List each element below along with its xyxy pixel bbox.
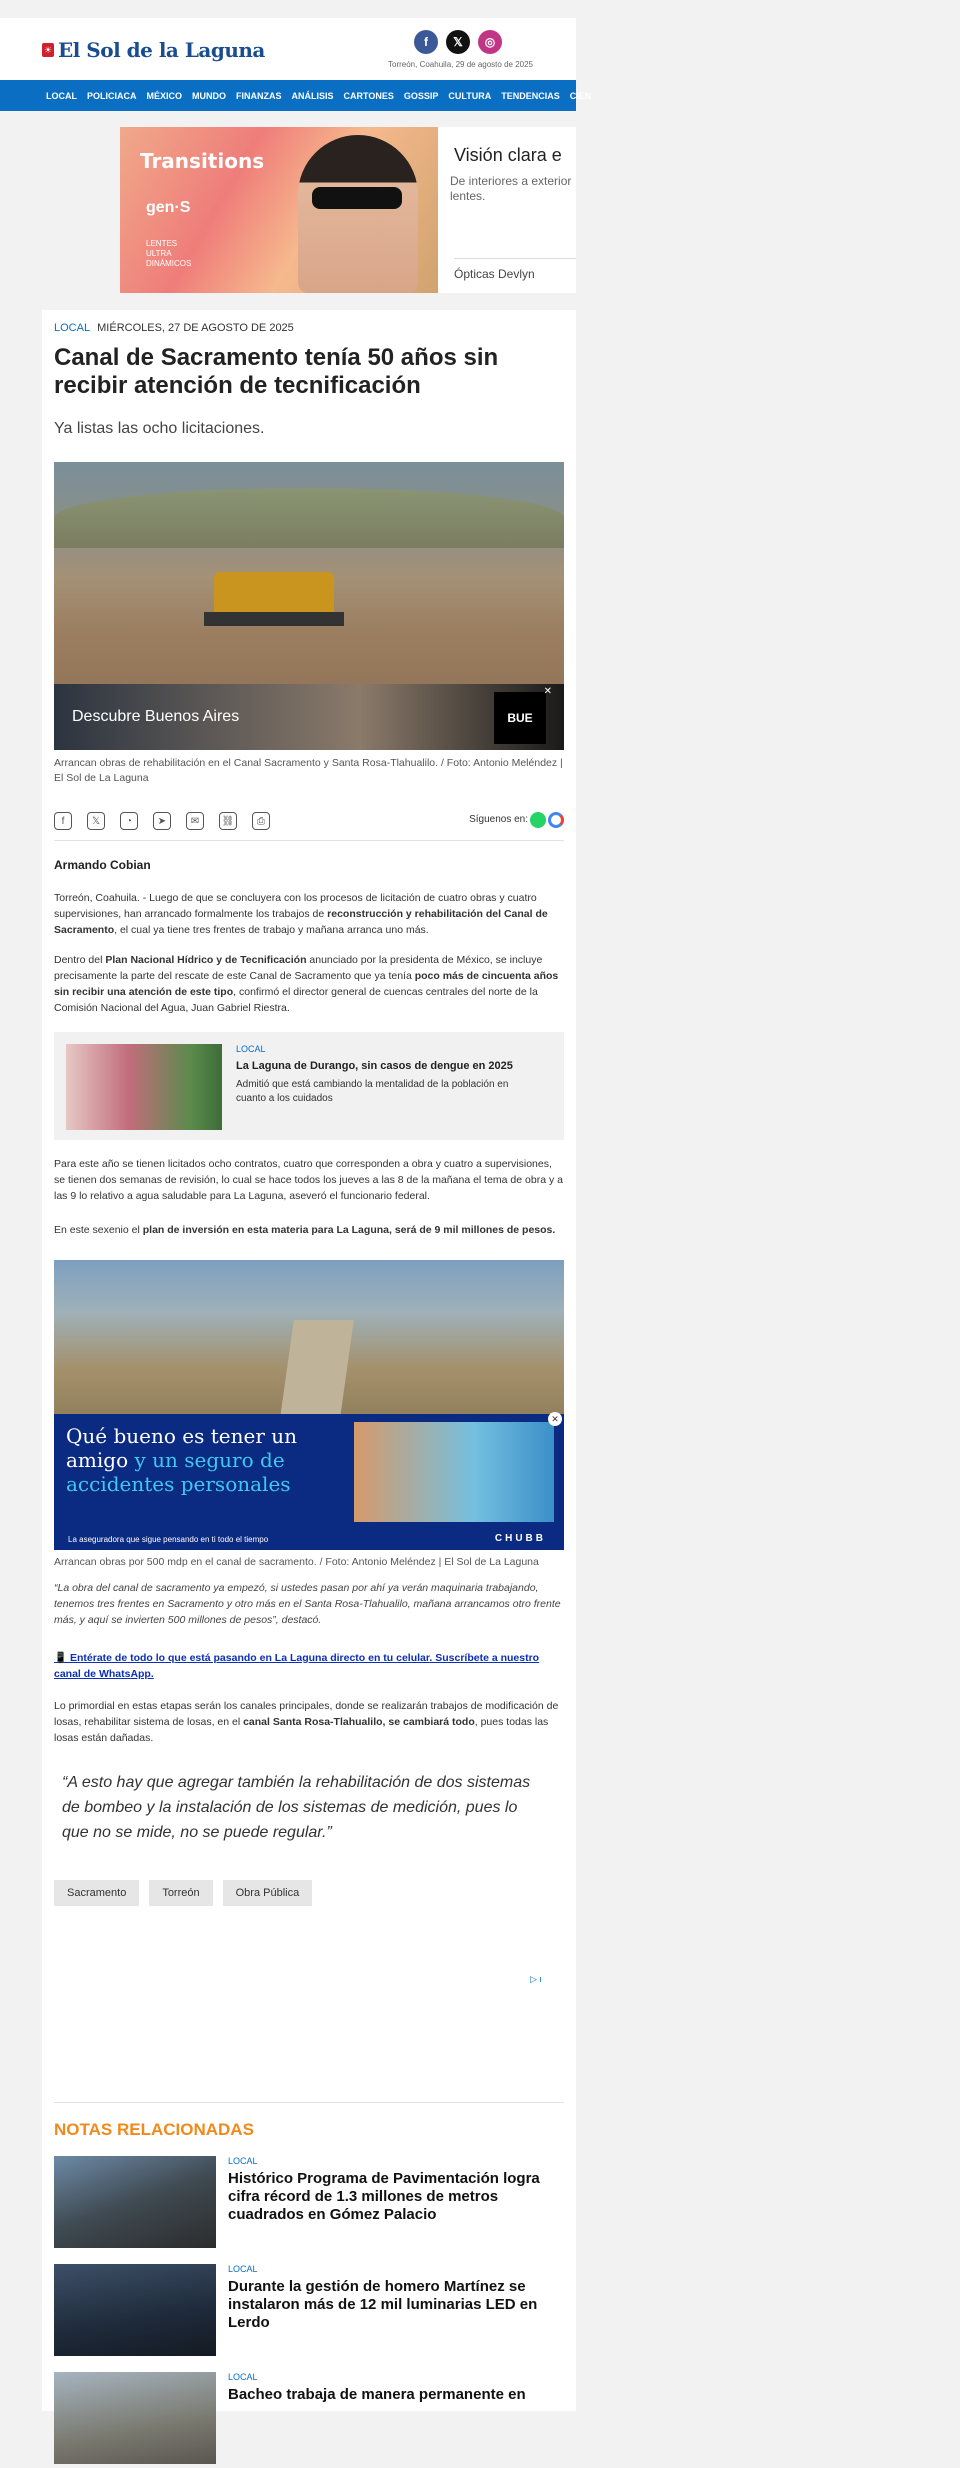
- related-card-desc: Admitió que está cambiando la mentalidad de la población en cuanto a los cuidados: [236, 1079, 509, 1104]
- related-item-category: LOCAL: [228, 2156, 258, 2166]
- top-strip: [0, 0, 576, 18]
- whatsapp-follow-icon[interactable]: [530, 812, 546, 828]
- top-ad-area: [0, 111, 576, 287]
- nav-item-policiaca[interactable]: POLICIACA: [87, 90, 137, 101]
- divider: [54, 840, 564, 841]
- divider: [54, 2102, 564, 2103]
- x-icon[interactable]: 𝕏: [446, 30, 470, 54]
- nav-item-local[interactable]: LOCAL: [46, 90, 77, 101]
- social-links: [414, 30, 502, 54]
- related-item-category: LOCAL: [228, 2264, 258, 2274]
- nav-item-cien[interactable]: CIEN: [569, 90, 592, 101]
- article: [42, 310, 576, 2411]
- ad-body: De interiores a exterior lentes.: [450, 174, 572, 203]
- p2-text: Dentro del: [54, 954, 106, 966]
- ad-advertiser: Ópticas Devlyn: [454, 267, 535, 281]
- insurance-ad-brand: CHUBB: [494, 1533, 546, 1544]
- tag-obra-publica[interactable]: Obra Pública: [223, 1880, 313, 1906]
- related-card-text: [222, 1044, 536, 1128]
- header-date: Torreón, Coahuila, 29 de agosto de 2025: [388, 60, 533, 69]
- related-item[interactable]: [54, 2264, 564, 2360]
- insurance-ad-image: [354, 1422, 554, 1522]
- ad-model: [298, 135, 418, 293]
- related-item-title[interactable]: Histórico Programa de Pavimentación logra cifra récord de 1.3 millones de metros cuadrados en Gómez Palacio: [228, 2170, 540, 2223]
- paragraph-2: [54, 952, 564, 1016]
- p5-text: Lo primordial en estas etapas serán los canales principales, donde se realizarán trabajos de modificación de losas, rehabilitar sistema de losas, en el: [54, 1700, 559, 1728]
- p4-text: En este sexenio el: [54, 1224, 143, 1236]
- inline-related-card[interactable]: [54, 1032, 564, 1140]
- photo-hill: [54, 488, 564, 548]
- tag-torreon[interactable]: Torreón: [149, 1880, 212, 1906]
- related-item-category: LOCAL: [228, 2372, 258, 2382]
- related-item[interactable]: [54, 2372, 564, 2468]
- related-card-image: [66, 1044, 222, 1130]
- nav-item-mexico[interactable]: MÉXICO: [146, 90, 183, 101]
- main-nav: [0, 80, 592, 111]
- site-logo[interactable]: [42, 38, 265, 62]
- instagram-icon[interactable]: ◎: [478, 30, 502, 54]
- ad-brand: Transitions: [140, 149, 265, 173]
- related-item[interactable]: [54, 2156, 564, 2252]
- related-card-category: LOCAL: [236, 1044, 266, 1054]
- related-item-title[interactable]: Bacheo trabaja de manera permanente en: [228, 2386, 526, 2403]
- print-share-icon[interactable]: ⎙: [252, 812, 270, 830]
- paragraph-3: Para este año se tienen licitados ocho contratos, cuatro que corresponden a obra y cuatro a supervisiones, se tienen dos semanas de revisión, lo cual se hace todos los jueves a las 8 de la mañana el tema de obra y a las 9 lo relativo a agua saludable para La Laguna, aseveró el funcionario federal.: [54, 1158, 563, 1202]
- telegram-share-icon[interactable]: ➤: [153, 812, 171, 830]
- close-icon[interactable]: ✕: [543, 686, 552, 697]
- p1-text: Torreón, Coahuila. - Luego de que se concluyera con los procesos de licitación de cuatro obras y cuatro supervisiones, han arrancado formalmente los trabajos de: [54, 892, 537, 920]
- second-photo-caption: Arrancan obras por 500 mdp en el canal de sacramento. / Foto: Antonio Meléndez | El Sol de La Laguna: [54, 1556, 539, 1568]
- photo-tracks: [204, 612, 344, 626]
- lead-photo: [54, 462, 564, 750]
- facebook-icon[interactable]: f: [414, 30, 438, 54]
- p2-bold-2: poco más de cincuenta años sin recibir una atención de este tipo: [54, 970, 559, 998]
- ad-gen: gen·S: [146, 199, 191, 216]
- related-heading: NOTAS RELACIONADAS: [54, 2120, 254, 2139]
- p1-bold: reconstrucción y rehabilitación del Canal de Sacramento: [54, 908, 548, 936]
- insurance-ad-headline: [66, 1424, 356, 1496]
- sun-icon: ☀: [43, 45, 53, 55]
- site-header: [0, 18, 576, 80]
- google-follow-icon[interactable]: [548, 812, 564, 828]
- overlay-ad-logo: BUE: [494, 692, 546, 744]
- nav-item-finanzas[interactable]: FINANZAS: [236, 90, 282, 101]
- p1-text-end: , el cual ya tiene tres frentes de trabajo y mañana arranca uno más.: [114, 924, 429, 936]
- p5-text-end: , pues todas las losas están dañadas.: [54, 1716, 549, 1744]
- link-share-icon[interactable]: ⛓: [219, 812, 237, 830]
- sunglasses: [312, 187, 402, 209]
- facebook-share-icon[interactable]: f: [54, 812, 72, 830]
- article-meta: [54, 322, 294, 334]
- related-item-image: [54, 2264, 216, 2356]
- adchoices-icon[interactable]: ▷ ı: [530, 1974, 542, 1984]
- article-subtitle: Ya listas las ocho licitaciones.: [54, 420, 265, 437]
- top-ad-banner[interactable]: [120, 127, 576, 293]
- paragraph-4: [54, 1222, 564, 1238]
- article-tags: [54, 1880, 312, 1906]
- inline-quote: “La obra del canal de sacramento ya empezó, si ustedes pasan por ahí ya verán maquinaria trabajando, tenemos tres frentes en Sacramento y otro más en el Santa Rosa-Tlahualilo, mañana arrancamos otro frente más, y aquí se invierten 500 millones de pesos”, destacó.: [54, 1582, 561, 1626]
- related-item-image: [54, 2372, 216, 2464]
- related-item-title[interactable]: Durante la gestión de homero Martínez se instalaron más de 12 mil luminarias LED en Lerdo: [228, 2278, 538, 2331]
- ad-divider: [454, 258, 576, 259]
- follow-label: Síguenos en:: [469, 814, 528, 825]
- x-share-icon[interactable]: 𝕏: [87, 812, 105, 830]
- nav-item-tendencias[interactable]: TENDENCIAS: [501, 90, 560, 101]
- p5-bold: canal Santa Rosa-Tlahualilo, se cambiará todo: [243, 1716, 475, 1728]
- p2-bold-1: Plan Nacional Hídrico y de Tecnificación: [105, 954, 307, 966]
- ad2-line2: y un seguro de accidentes personales: [66, 1448, 291, 1496]
- ad2-line1: Qué bueno es tener un amigo: [66, 1424, 297, 1472]
- p2-text-end: , confirmó el director general de cuencas centrales del norte de la Comisión Nacional del Agua, Juan Gabriel Riestra.: [54, 986, 538, 1014]
- nav-item-cultura[interactable]: CULTURA: [448, 90, 492, 101]
- close-icon[interactable]: ✕: [548, 1412, 562, 1426]
- ad-text-panel: [438, 127, 576, 293]
- ad-image: [120, 127, 438, 293]
- article-date: MIÉRCOLES, 27 DE AGOSTO DE 2025: [97, 322, 294, 334]
- article-category[interactable]: LOCAL: [54, 322, 91, 334]
- related-card-title[interactable]: La Laguna de Durango, sin casos de dengue en 2025: [236, 1060, 513, 1072]
- insurance-ad-tagline: La aseguradora que sigue pensando en ti todo el tiempo: [68, 1535, 269, 1544]
- logo-text: El Sol de la Laguna: [58, 38, 265, 62]
- nav-item-analisis[interactable]: ANÁLISIS: [291, 90, 334, 101]
- paragraph-1: [54, 890, 564, 938]
- ad-headline: Visión clara e: [454, 145, 562, 165]
- article-title: Canal de Sacramento tenía 50 años sin recibir atención de tecnificación: [54, 344, 499, 399]
- nav-item-cartones[interactable]: CARTONES: [343, 90, 394, 101]
- email-share-icon[interactable]: ✉: [186, 812, 204, 830]
- photo-overlay-ad[interactable]: [54, 684, 564, 750]
- second-photo: [54, 1260, 564, 1550]
- ad-lentes: LENTES ULTRA DINÁMICOS: [146, 239, 192, 268]
- related-item-image: [54, 2156, 216, 2248]
- tag-sacramento[interactable]: Sacramento: [54, 1880, 139, 1906]
- nav-item-gossip[interactable]: GOSSIP: [403, 90, 439, 101]
- insurance-ad[interactable]: [54, 1414, 564, 1550]
- article-author[interactable]: Armando Cobian: [54, 858, 151, 872]
- nav-item-mundo[interactable]: MUNDO: [192, 90, 227, 101]
- lead-photo-caption: Arrancan obras de rehabilitación en el Canal Sacramento y Santa Rosa-Tlahualilo. / Foto: Antonio Meléndez | El Sol de La Laguna: [54, 757, 563, 784]
- p2-text-mid: anunciado por la presidenta de México, se incluye precisamente la parte del rescate de este Canal de Sacramento que ya tenía: [54, 954, 543, 982]
- pull-quote: “A esto hay que agregar también la rehabilitación de dos sistemas de bombeo y la instalación de los sistemas de medición, pues lo que no se mide, no se puede regular.”: [62, 1774, 531, 1841]
- whatsapp-share-icon[interactable]: ◔: [120, 812, 138, 830]
- share-bar: [54, 808, 564, 834]
- whatsapp-channel-link[interactable]: 📱 Entérate de todo lo que está pasando en La Laguna directo en tu celular. Suscríbete a nuestro canal de WhatsApp.: [54, 1652, 540, 1680]
- p4-bold: plan de inversión en esta materia para La Laguna, será de 9 mil millones de pesos.: [142, 1224, 556, 1236]
- overlay-ad-text: Descubre Buenos Aires: [72, 708, 240, 725]
- paragraph-5: [54, 1698, 564, 1746]
